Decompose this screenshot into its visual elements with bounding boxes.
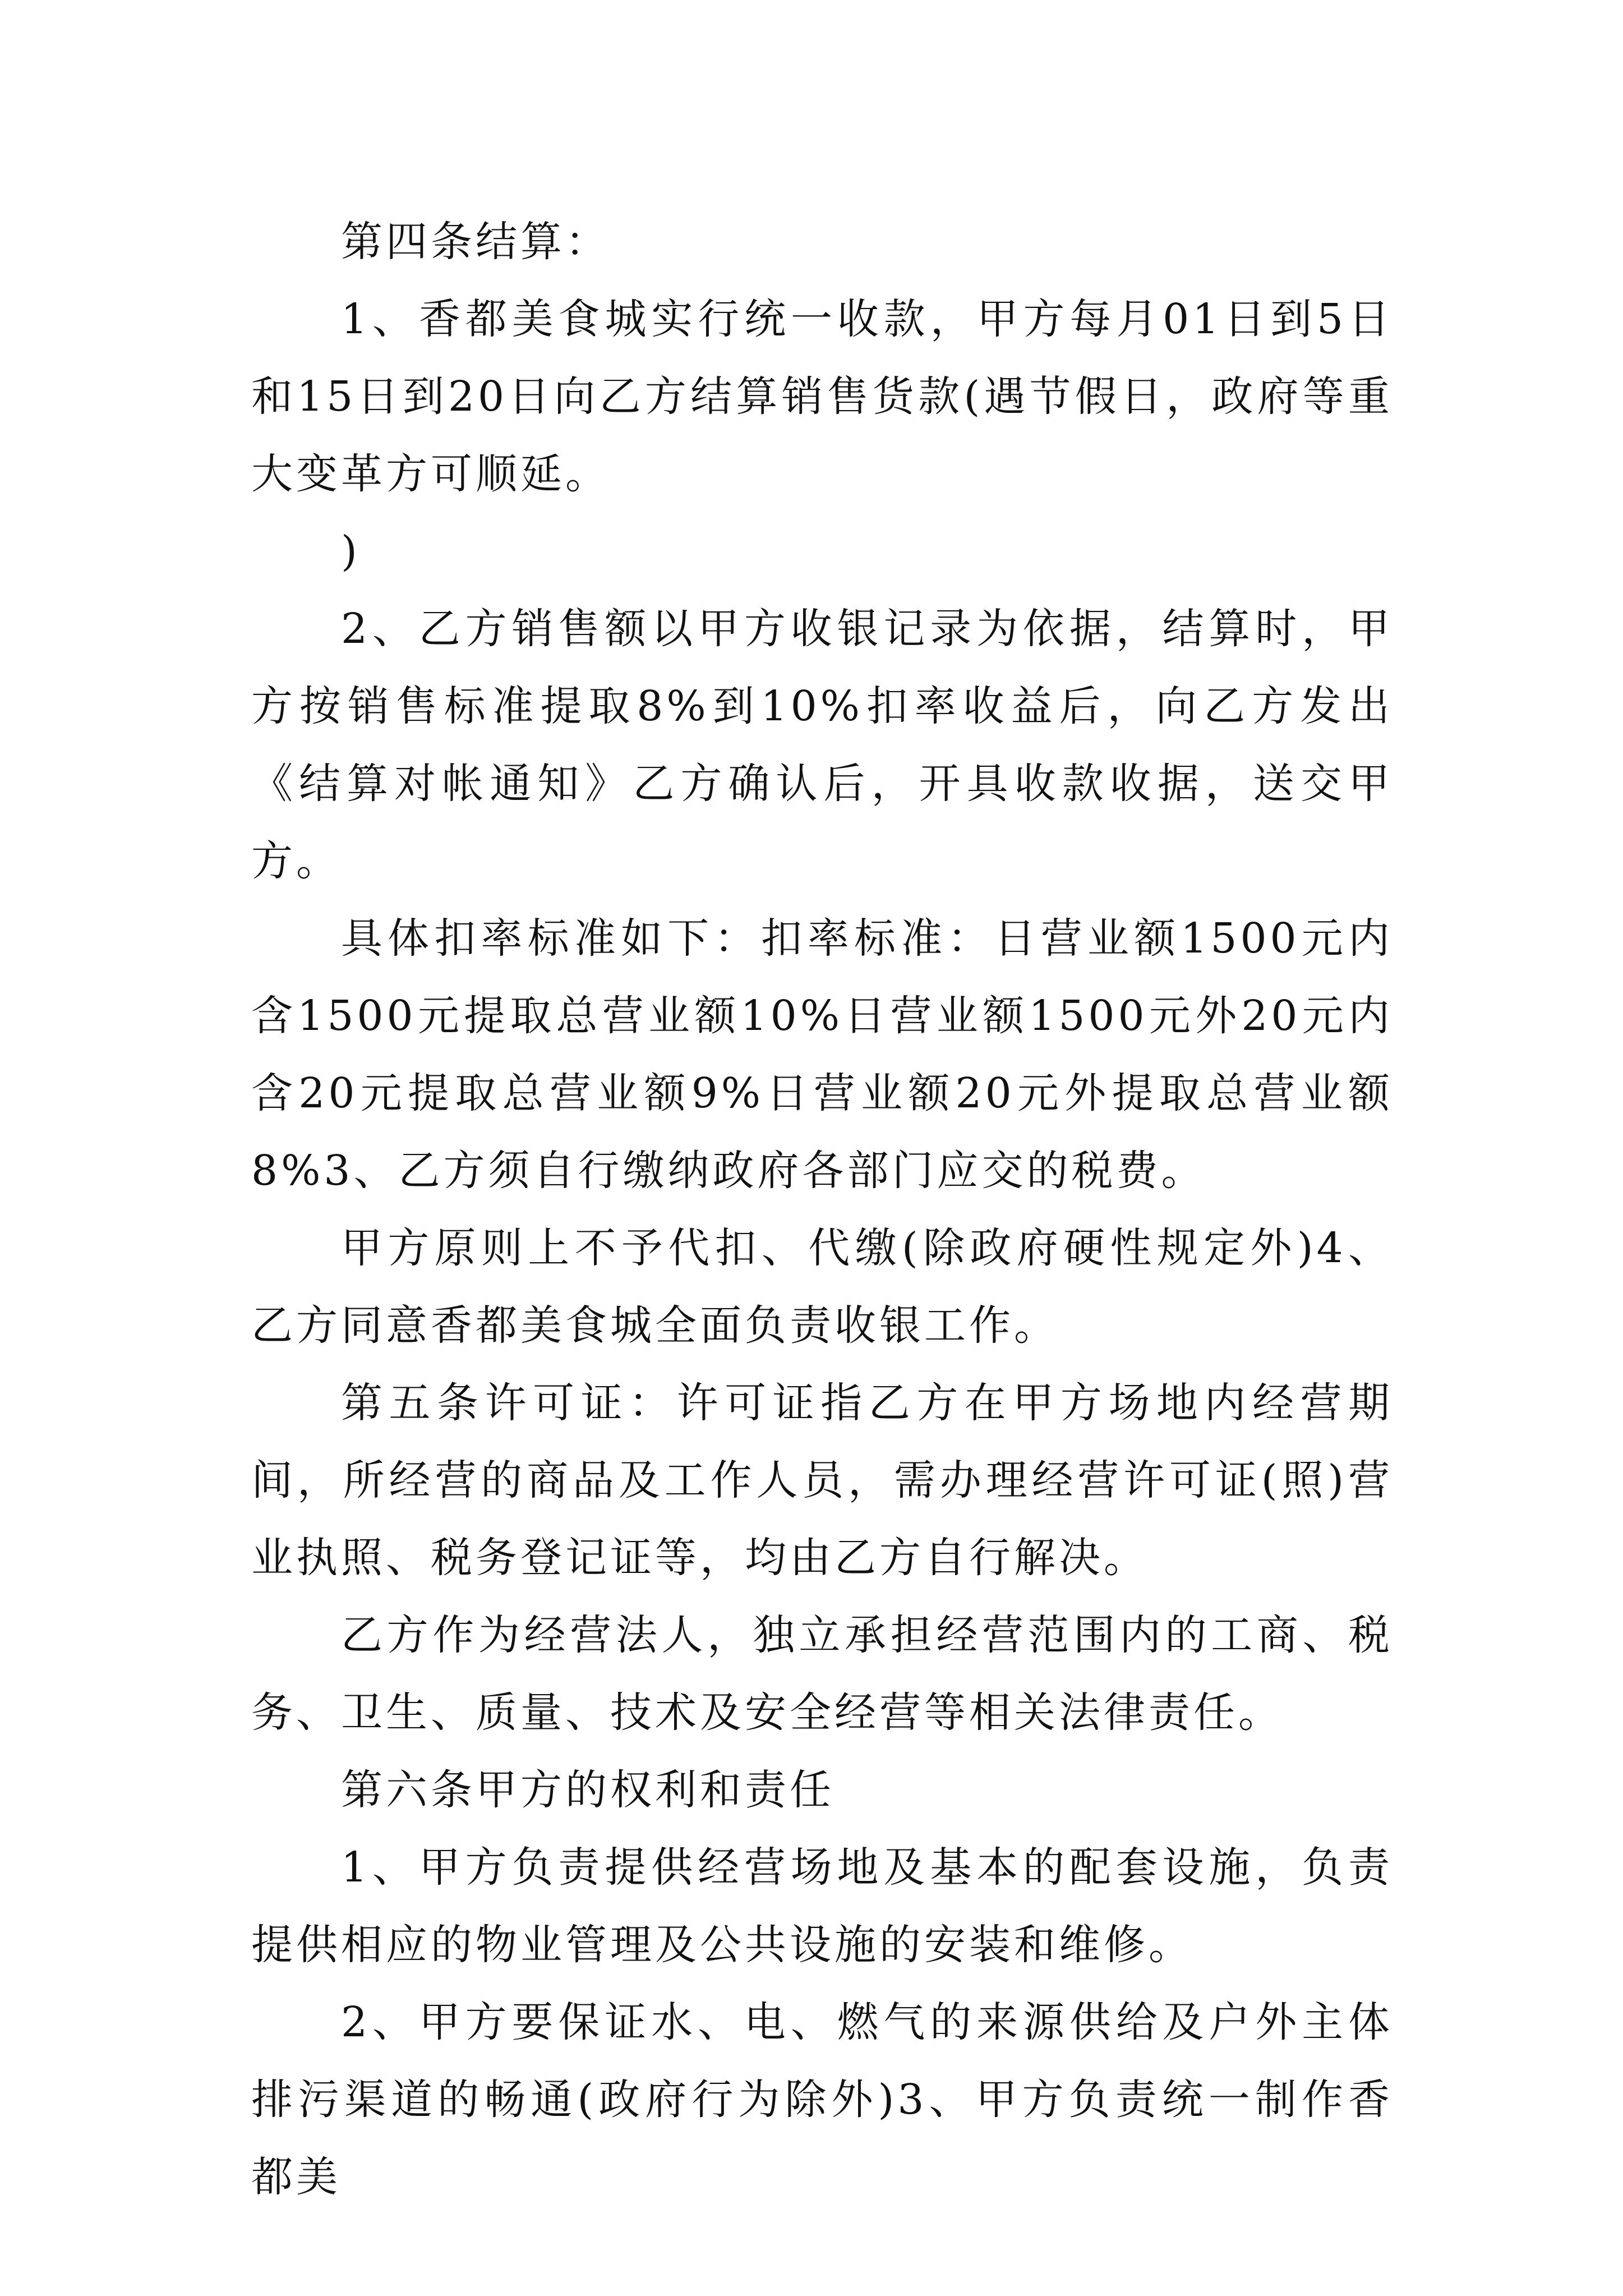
paragraph-tax-withholding: 甲方原则上不予代扣、代缴(除政府硬性规定外)4、乙方同意香都美食城全面负责收银工作。 bbox=[251, 1224, 1393, 1350]
paragraph-settlement-2: 2、乙方销售额以甲方收银记录为依据，结算时，甲方按销售标准提取8%到10%扣率收益后，向乙方发出《结算对帐通知》乙方确认后，开具收款收据，送交甲方。 bbox=[251, 605, 1393, 885]
paragraph-party-a-2: 2、甲方要保证水、电、燃气的来源供给及户外主体排污渠道的畅通(政府行为除外)3、甲方负责统一制作香都美 bbox=[251, 1998, 1393, 2201]
paragraph-settlement-1: 1、香都美食城实行统一收款，甲方每月01日到5日和15日到20日向乙方结算销售货款(遇节假日，政府等重大变革方可顺延。 bbox=[251, 295, 1393, 498]
paragraph-section-5-license: 第五条许可证：许可证指乙方在甲方场地内经营期间，所经营的商品及工作人员，需办理经营许可证(照)营业执照、税务登记证等，均由乙方自行解决。 bbox=[251, 1379, 1393, 1582]
paragraph-rate-standards: 具体扣率标准如下：扣率标准：日营业额1500元内含1500元提取总营业额10%日营业额1500元外20元内含20元提取总营业额9%日营业额20元外提取总营业额8%3、乙方须自行缴纳政府各部门应交的税费。 bbox=[251, 914, 1393, 1195]
paragraph-closing-bracket: ) bbox=[341, 527, 361, 576]
paragraph-party-a-1: 1、甲方负责提供经营场地及基本的配套设施，负责提供相应的物业管理及公共设施的安装和维修。 bbox=[251, 1843, 1393, 1969]
paragraph-legal-responsibility: 乙方作为经营法人，独立承担经营范围内的工商、税务、卫生、质量、技术及安全经营等相关法律责任。 bbox=[251, 1611, 1393, 1737]
paragraph-section-4-title: 第四条结算： bbox=[341, 218, 610, 266]
paragraph-section-6-title: 第六条甲方的权利和责任 bbox=[341, 1766, 834, 1814]
